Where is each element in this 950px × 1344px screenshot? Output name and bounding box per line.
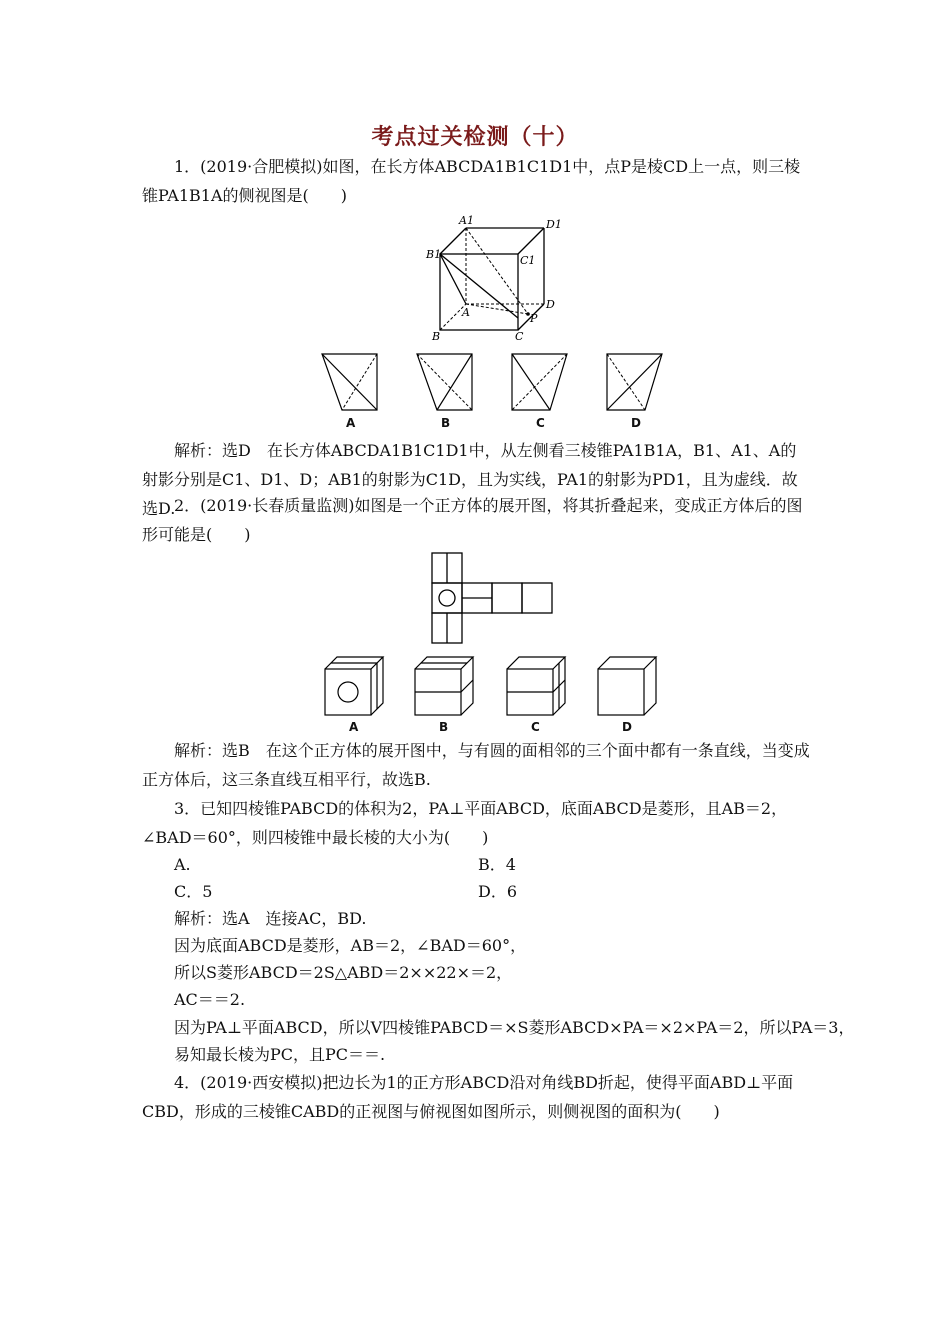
option-a-label: A xyxy=(346,416,356,430)
option-d-caption: D xyxy=(622,720,632,734)
option-d-view xyxy=(605,352,665,412)
label-c: C xyxy=(515,330,524,343)
label-a1: A1 xyxy=(459,214,474,227)
question-2-text: 2．(2019·长春质量监测)如图是一个正方体的展开图，将其折叠起来，变成正方体后的图形可能是( ) xyxy=(142,496,803,544)
question-3-text: 3．已知四棱锥PABCD的体积为2，PA⊥平面ABCD，底面ABCD是菱形，且AB＝2，∠BAD＝60°，则四棱锥中最长棱的大小为( ) xyxy=(142,799,788,847)
q3-option-b: B．4 xyxy=(478,855,516,874)
option-d-cube xyxy=(596,655,658,717)
option-b-cube xyxy=(413,655,475,717)
option-c-cube xyxy=(505,655,567,717)
q3-solution-line-1: 解析：选A 连接AC，BD. xyxy=(174,909,367,928)
label-d: D xyxy=(546,298,555,311)
page-title: 考点过关检测（十） xyxy=(371,125,579,150)
cube-net-figure xyxy=(430,551,554,645)
option-c-label: C xyxy=(536,416,545,430)
q3-option-c: C．5 xyxy=(174,882,213,901)
q3-solution-line-2: 因为底面ABCD是菱形，AB＝2，∠BAD＝60°， xyxy=(174,936,527,955)
option-a-cube xyxy=(323,655,385,717)
option-a-view xyxy=(320,352,380,412)
label-c1: C1 xyxy=(520,254,536,267)
cuboid-figure xyxy=(420,212,570,344)
label-a: A xyxy=(462,306,470,319)
question-1-text: 1．(2019·合肥模拟)如图，在长方体ABCDA1B1C1D1中，点P是棱CD上一点，则三棱锥PA1B1A的侧视图是( ) xyxy=(142,157,801,205)
option-c-view xyxy=(510,352,570,412)
q3-solution-line-6: 易知最长棱为PC，且PC＝＝. xyxy=(174,1045,386,1064)
option-c-caption: C xyxy=(531,720,540,734)
label-p: P xyxy=(530,312,538,325)
q3-option-a: A. xyxy=(174,855,191,874)
option-a-caption: A xyxy=(349,720,359,734)
option-b-label: B xyxy=(441,416,451,430)
option-b-caption: B xyxy=(439,720,449,734)
q3-option-d: D．6 xyxy=(478,882,518,901)
label-b: B xyxy=(432,330,441,343)
label-d1: D1 xyxy=(546,218,562,231)
q3-solution-line-3: 所以S菱形ABCD＝2S△ABD＝2××22×＝2， xyxy=(174,963,513,982)
q3-solution-line-5: 因为PA⊥平面ABCD，所以V四棱锥PABCD＝×S菱形ABCD×PA＝×2×PA＝2，所以PA＝3， xyxy=(174,1018,855,1037)
q3-solution-line-4: AC＝＝2. xyxy=(174,990,246,1009)
question-1-solution: 解析：选D 在长方体ABCDA1B1C1D1中，从左侧看三棱锥PA1B1A，B1、A1、A的射影分别是C1、D1、D；AB1的射影为C1D，且为实线，PA1的射影为PD1，且为虚线．故选D. xyxy=(142,441,798,518)
label-b1: B1 xyxy=(426,248,442,261)
question-2-solution: 解析：选B 在这个正方体的展开图中，与有圆的面相邻的三个面中都有一条直线，当变成正方体后，这三条直线互相平行，故选B. xyxy=(142,741,810,789)
question-4-text: 4．(2019·西安模拟)把边长为1的正方形ABCD沿对角线BD折起，使得平面ABD⊥平面CBD，形成的三棱锥CABD的正视图与俯视图如图所示，则侧视图的面积为( ) xyxy=(142,1073,794,1121)
option-b-view xyxy=(415,352,475,412)
option-d-label: D xyxy=(631,416,641,430)
